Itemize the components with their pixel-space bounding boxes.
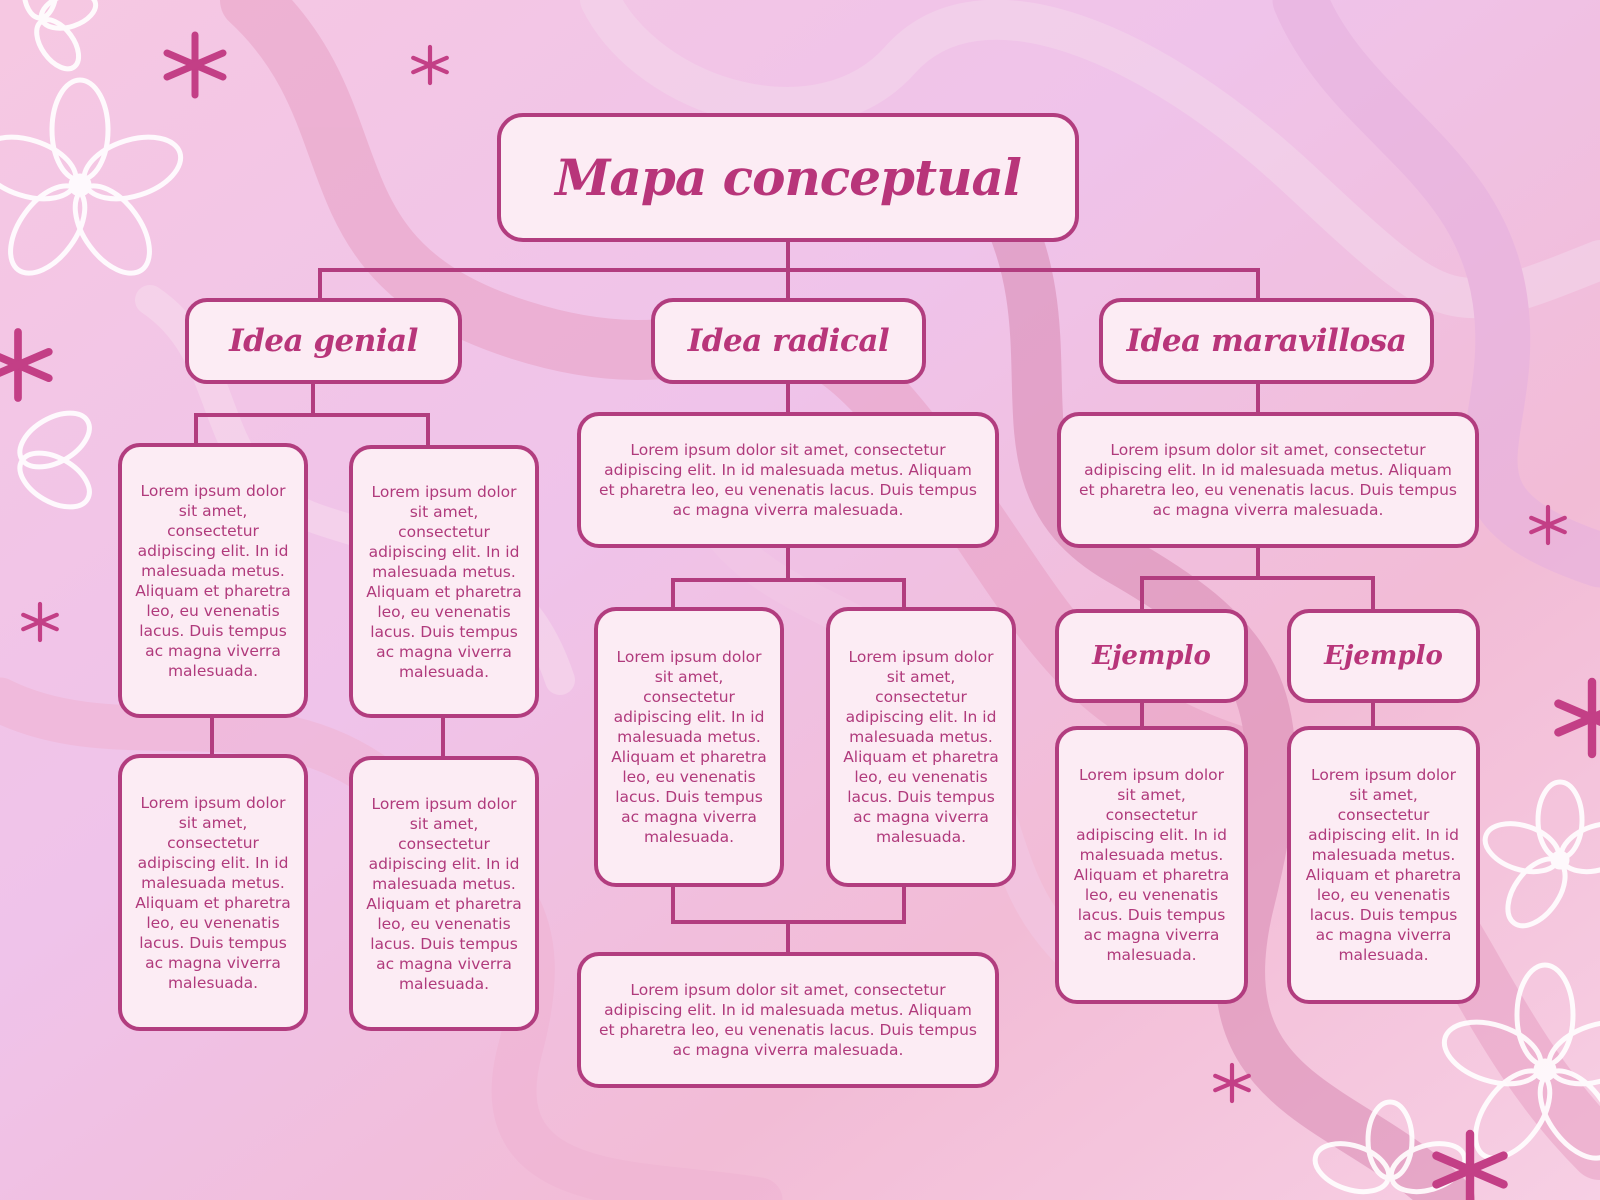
concept-box bbox=[349, 445, 539, 718]
concept-box bbox=[826, 607, 1016, 887]
concept-text: Lorem ipsum dolor sit amet, consectetur adipiscing elit. In id malesuada metus. Aliquam et pharetra leo, eu venenatis lacus. Duis tempus ac magna viverra malesuada. bbox=[366, 794, 522, 993]
concept-text: Lorem ipsum dolor sit amet, consectetur adipiscing elit. In id malesuada metus. Aliquam et pharetra leo, eu venenatis lacus. Duis tempus ac magna viverra malesuada. bbox=[1079, 441, 1457, 519]
concept-box-wide bbox=[577, 412, 999, 548]
concept-text: Lorem ipsum dolor sit amet, consectetur adipiscing elit. In id malesuada metus. Aliquam et pharetra leo, eu venenatis lacus. Duis tempus ac magna viverra malesuada. bbox=[599, 981, 977, 1059]
example-box bbox=[1287, 726, 1480, 1004]
concept-box bbox=[118, 443, 308, 718]
title-box bbox=[497, 113, 1079, 242]
concept-text: Lorem ipsum dolor sit amet, consectetur adipiscing elit. In id malesuada metus. Aliquam et pharetra leo, eu venenatis lacus. Duis tempus ac magna viverra malesuada. bbox=[366, 482, 522, 681]
concept-box bbox=[594, 607, 784, 887]
concept-text: Lorem ipsum dolor sit amet, consectetur adipiscing elit. In id malesuada metus. Aliquam et pharetra leo, eu venenatis lacus. Duis tempus ac magna viverra malesuada. bbox=[599, 441, 977, 519]
branch-heading-label: Idea genial bbox=[229, 323, 418, 359]
branch-heading-label: Idea maravillosa bbox=[1126, 323, 1407, 359]
branch-heading-idea-genial bbox=[185, 298, 462, 384]
example-label-box bbox=[1287, 609, 1480, 703]
example-label: Ejemplo bbox=[1092, 641, 1211, 671]
concept-box bbox=[118, 754, 308, 1031]
concept-text: Lorem ipsum dolor sit amet, consectetur adipiscing elit. In id malesuada metus. Aliquam et pharetra leo, eu venenatis lacus. Duis tempus ac magna viverra malesuada. bbox=[611, 648, 767, 846]
example-box bbox=[1055, 726, 1248, 1004]
concept-text: Lorem ipsum dolor sit amet, consectetur adipiscing elit. In id malesuada metus. Aliquam et pharetra leo, eu venenatis lacus. Duis tempus ac magna viverra malesuada. bbox=[843, 648, 999, 846]
example-label: Ejemplo bbox=[1324, 641, 1443, 671]
branch-heading-idea-maravillosa bbox=[1099, 298, 1434, 384]
example-text: Lorem ipsum dolor sit amet, consectetur adipiscing elit. In id malesuada metus. Aliquam et pharetra leo, eu venenatis lacus. Duis tempus ac magna viverra malesuada. bbox=[1305, 766, 1462, 964]
concept-text: Lorem ipsum dolor sit amet, consectetur adipiscing elit. In id malesuada metus. Aliquam et pharetra leo, eu venenatis lacus. Duis tempus ac magna viverra malesuada. bbox=[135, 793, 291, 992]
example-label-box bbox=[1055, 609, 1248, 703]
concept-box-wide bbox=[577, 952, 999, 1088]
concept-text: Lorem ipsum dolor sit amet, consectetur adipiscing elit. In id malesuada metus. Aliquam et pharetra leo, eu venenatis lacus. Duis tempus ac magna viverra malesuada. bbox=[135, 481, 291, 680]
concept-box bbox=[349, 756, 539, 1031]
example-text: Lorem ipsum dolor sit amet, consectetur adipiscing elit. In id malesuada metus. Aliquam et pharetra leo, eu venenatis lacus. Duis tempus ac magna viverra malesuada. bbox=[1073, 766, 1230, 964]
branch-heading-label: Idea radical bbox=[687, 323, 890, 359]
page-title: Mapa conceptual bbox=[555, 148, 1021, 207]
concept-box-wide bbox=[1057, 412, 1479, 548]
branch-heading-idea-radical bbox=[651, 298, 926, 384]
